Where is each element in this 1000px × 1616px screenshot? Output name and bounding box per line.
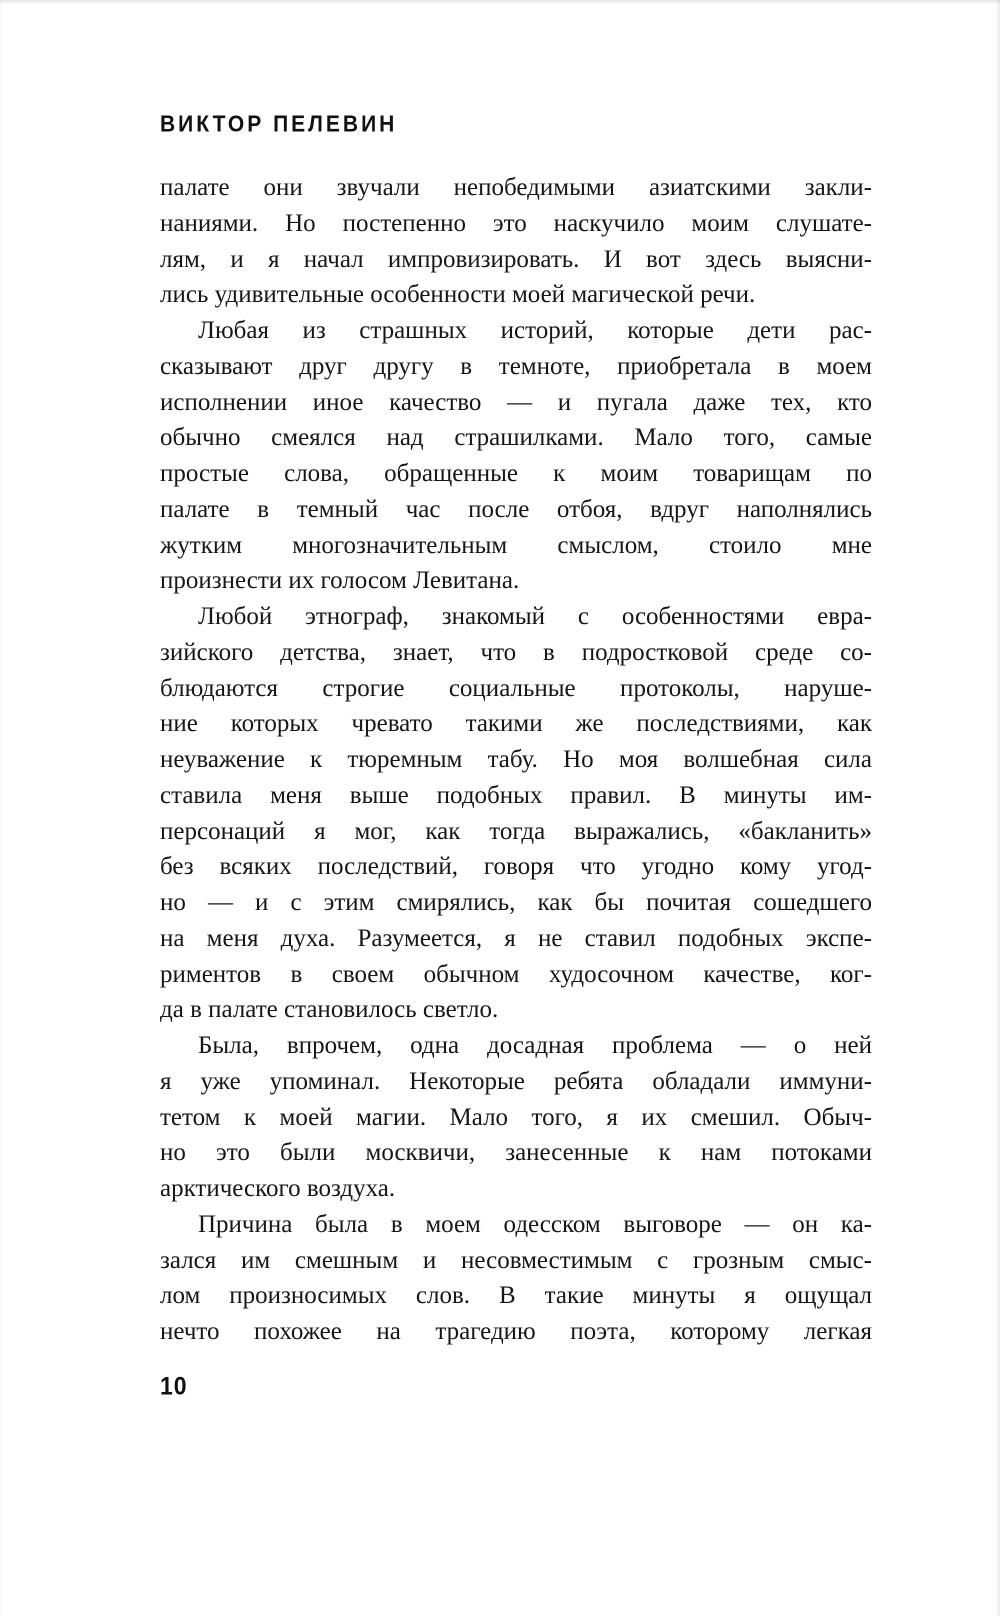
text-line: персонаций я мог, как тогда выражались, «бакланить» <box>160 817 872 845</box>
text-line: Любой этнограф, знакомый с особенностями евра- <box>198 603 872 630</box>
text-line: нечто похожее на трагедию поэта, которому легкая <box>160 1318 872 1345</box>
text-line: но это были москвичи, занесенные к нам потоками <box>160 1139 872 1167</box>
paragraph <box>160 313 872 599</box>
paragraph <box>160 599 872 1028</box>
text-line: зийского детства, знает, что в подростковой среде со- <box>160 638 872 666</box>
text-line: палате в темный час после отбоя, вдруг наполнялись <box>160 495 872 523</box>
running-header: ВИКТОР ПЕЛЕВИН <box>160 112 398 137</box>
page-number: 10 <box>160 1372 188 1401</box>
text-line: я уже упоминал. Некоторые ребята обладали иммуни- <box>160 1067 872 1095</box>
text-line: сказывают друг другу в темноте, приобретала в моем <box>160 352 872 380</box>
paragraph <box>160 1207 872 1350</box>
text-line: неуважение к тюремным табу. Но моя волшебная сила <box>160 746 872 773</box>
text-line: лись удивительные особенности моей магической речи. <box>160 281 756 309</box>
text-line: исполнении иное качество — и пугала даже тех, кто <box>160 388 872 416</box>
text-line: Причина была в моем одесском выговоре — он ка- <box>198 1210 872 1238</box>
text-line: лом произносимых слов. В такие минуты я ощущал <box>160 1282 872 1310</box>
text-line: простые слова, обращенные к моим товарищам по <box>160 460 872 487</box>
text-line: на меня духа. Разумеется, я не ставил подобных экспе- <box>160 924 872 952</box>
text-line: палате они звучали непобедимыми азиатскими закли- <box>160 174 872 201</box>
paragraph <box>160 1028 872 1207</box>
text-line: арктического воздуха. <box>160 1175 396 1202</box>
text-line: да в палате становилось светло. <box>160 996 499 1024</box>
text-line: блюдаются строгие социальные протоколы, наруше- <box>160 674 872 702</box>
text-line: зался им смешным и несовместимым с грозным смыс- <box>160 1246 872 1274</box>
text-line: обычно смеялся над страшилками. Мало того, самые <box>160 424 872 452</box>
text-line: риментов в своем обычном худосочном качестве, ког- <box>160 960 872 988</box>
text-line: Любая из страшных историй, которые дети рас- <box>198 317 872 344</box>
text-line: Была, впрочем, одна досадная проблема — о ней <box>198 1032 872 1059</box>
page-body <box>160 170 872 1350</box>
text-line: жутким многозначительным смыслом, стоило мне <box>160 531 872 559</box>
text-line: тетом к моей магии. Мало того, я их смешил. Обыч- <box>160 1103 872 1131</box>
text-line: наниями. Но постепенно это наскучило моим слушате- <box>160 209 872 237</box>
text-line: ние которых чревато такими же последствиями, как <box>160 710 872 738</box>
text-line: произнести их голосом Левитана. <box>160 567 520 595</box>
text-line: лям, и я начал импровизировать. И вот здесь выясни- <box>160 245 872 273</box>
text-line: без всяких последствий, говоря что угодно кому угод- <box>160 853 872 881</box>
text-line: ставила меня выше подобных правил. В минуты им- <box>160 781 872 809</box>
text-line: но — и с этим смирялись, как бы почитая сошедшего <box>160 889 872 916</box>
paragraph <box>160 170 872 313</box>
